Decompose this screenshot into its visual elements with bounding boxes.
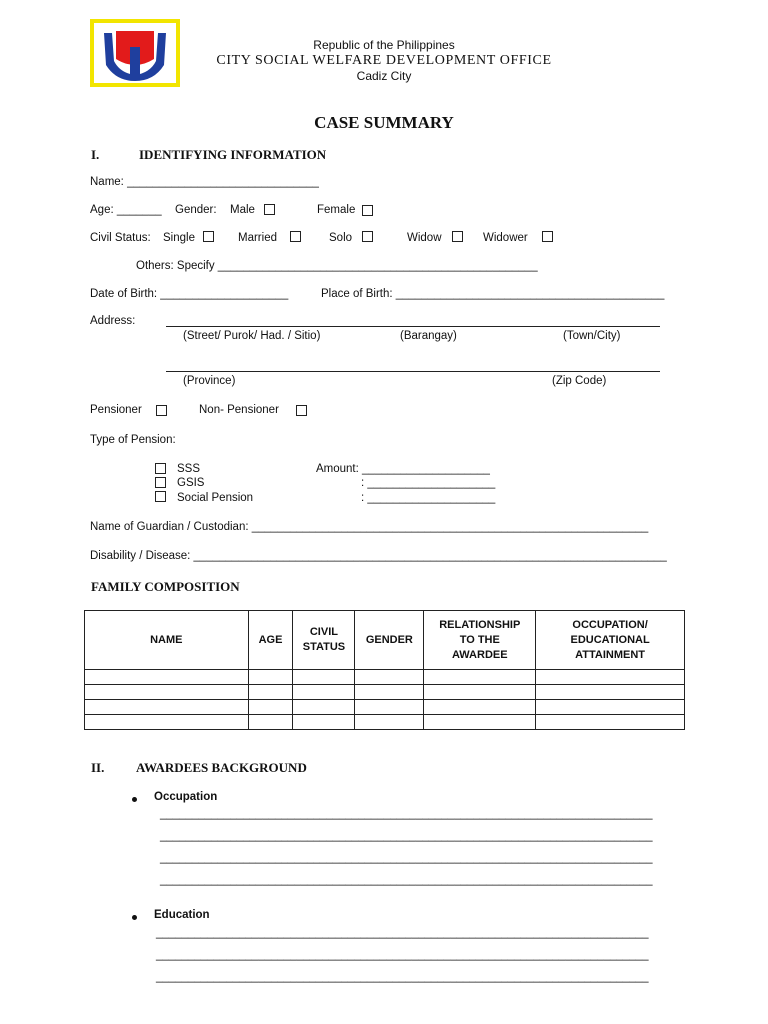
table-header-row [85, 611, 685, 670]
pension-type-label: Type of Pension: [90, 434, 176, 446]
address-line-1[interactable] [166, 326, 660, 327]
widow-checkbox[interactable] [452, 231, 463, 242]
female-label: Female [317, 204, 356, 216]
province-sublabel: (Province) [183, 375, 236, 387]
page-title: CASE SUMMARY [314, 113, 454, 132]
address-label: Address: [90, 315, 136, 327]
single-label: Single [163, 232, 195, 244]
header-gender: GENDER [355, 611, 424, 670]
widower-label: Widower [483, 232, 528, 244]
education-label: Education [154, 909, 210, 921]
section1-title: IDENTIFYING INFORMATION [139, 147, 327, 162]
single-checkbox[interactable] [203, 231, 214, 242]
header-name: NAME [85, 611, 249, 670]
occupation-line-4[interactable]: _____________________________________________________________________________ [160, 874, 653, 886]
social-pension-label: Social Pension [177, 492, 254, 504]
barangay-sublabel: (Barangay) [400, 330, 457, 342]
occupation-line-2[interactable]: _____________________________________________________________________________ [160, 830, 653, 842]
solo-label: Solo [329, 232, 353, 244]
street-sublabel: (Street/ Purok/ Had. / Sitio) [183, 330, 321, 342]
female-checkbox[interactable] [362, 205, 373, 216]
amount-field-gsis[interactable]: : ____________________ [361, 477, 496, 489]
widower-checkbox[interactable] [542, 231, 553, 242]
town-sublabel: (Town/City) [563, 330, 621, 342]
sss-label: SSS [177, 463, 201, 475]
occupation-line-3[interactable]: _____________________________________________________________________________ [160, 852, 653, 864]
table-row[interactable] [85, 685, 685, 700]
married-label: Married [238, 232, 277, 244]
section2-number: II. [91, 760, 105, 775]
sss-checkbox[interactable] [155, 463, 166, 474]
family-composition-title: FAMILY COMPOSITION [91, 579, 240, 594]
header-office: CITY SOCIAL WELFARE DEVELOPMENT OFFICE [216, 53, 552, 68]
social-pension-checkbox[interactable] [155, 491, 166, 502]
occupation-line-1[interactable]: _____________________________________________________________________________ [160, 808, 653, 820]
section1-number: I. [91, 147, 100, 162]
civil-status-label: Civil Status: [90, 232, 151, 244]
male-label: Male [230, 204, 255, 216]
header-occupation: OCCUPATION/ EDUCATIONAL ATTAINMENT [536, 611, 685, 670]
non-pensioner-label: Non- Pensioner [199, 404, 279, 416]
age-field[interactable]: Age: _______ [90, 204, 162, 216]
gender-label: Gender: [175, 204, 217, 216]
non-pensioner-checkbox[interactable] [296, 405, 307, 416]
pensioner-label: Pensioner [90, 404, 142, 416]
zip-sublabel: (Zip Code) [552, 375, 607, 387]
header-civil-status: CIVIL STATUS [293, 611, 355, 670]
others-specify-field[interactable]: Others: Specify __________________________________________________ [136, 260, 538, 272]
bullet-occupation [132, 797, 137, 802]
section2-title: AWARDEES BACKGROUND [136, 760, 307, 775]
name-field[interactable]: Name: ______________________________ [90, 176, 319, 188]
occupation-label: Occupation [154, 791, 218, 803]
table-row[interactable] [85, 700, 685, 715]
header-republic: Republic of the Philippines [313, 38, 455, 52]
gsis-label: GSIS [177, 477, 205, 489]
pensioner-checkbox[interactable] [156, 405, 167, 416]
widow-label: Widow [407, 232, 442, 244]
amount-field-social-pension[interactable]: : ____________________ [361, 492, 496, 504]
male-checkbox[interactable] [264, 204, 275, 215]
header-city: Cadiz City [356, 69, 412, 83]
address-line-2[interactable] [166, 371, 660, 372]
bullet-education [132, 915, 137, 920]
header-age: AGE [248, 611, 293, 670]
family-composition-table [84, 610, 685, 730]
education-line-3[interactable]: _____________________________________________________________________________ [156, 971, 649, 983]
date-of-birth-field[interactable]: Date of Birth: ____________________ [90, 288, 289, 300]
disability-field[interactable]: Disability / Disease: __________________________________________________________________________ [90, 550, 667, 562]
table-row[interactable] [85, 670, 685, 685]
amount-field-sss[interactable]: Amount: ____________________ [316, 463, 490, 475]
solo-checkbox[interactable] [362, 231, 373, 242]
guardian-field[interactable]: Name of Guardian / Custodian: ______________________________________________________________ [90, 521, 649, 533]
place-of-birth-field[interactable]: Place of Birth: __________________________________________ [321, 288, 665, 300]
married-checkbox[interactable] [290, 231, 301, 242]
gsis-checkbox[interactable] [155, 477, 166, 488]
education-line-1[interactable]: _____________________________________________________________________________ [156, 927, 649, 939]
table-row[interactable] [85, 715, 685, 730]
education-line-2[interactable]: _____________________________________________________________________________ [156, 949, 649, 961]
header-relationship: RELATIONSHIP TO THE AWARDEE [424, 611, 536, 670]
